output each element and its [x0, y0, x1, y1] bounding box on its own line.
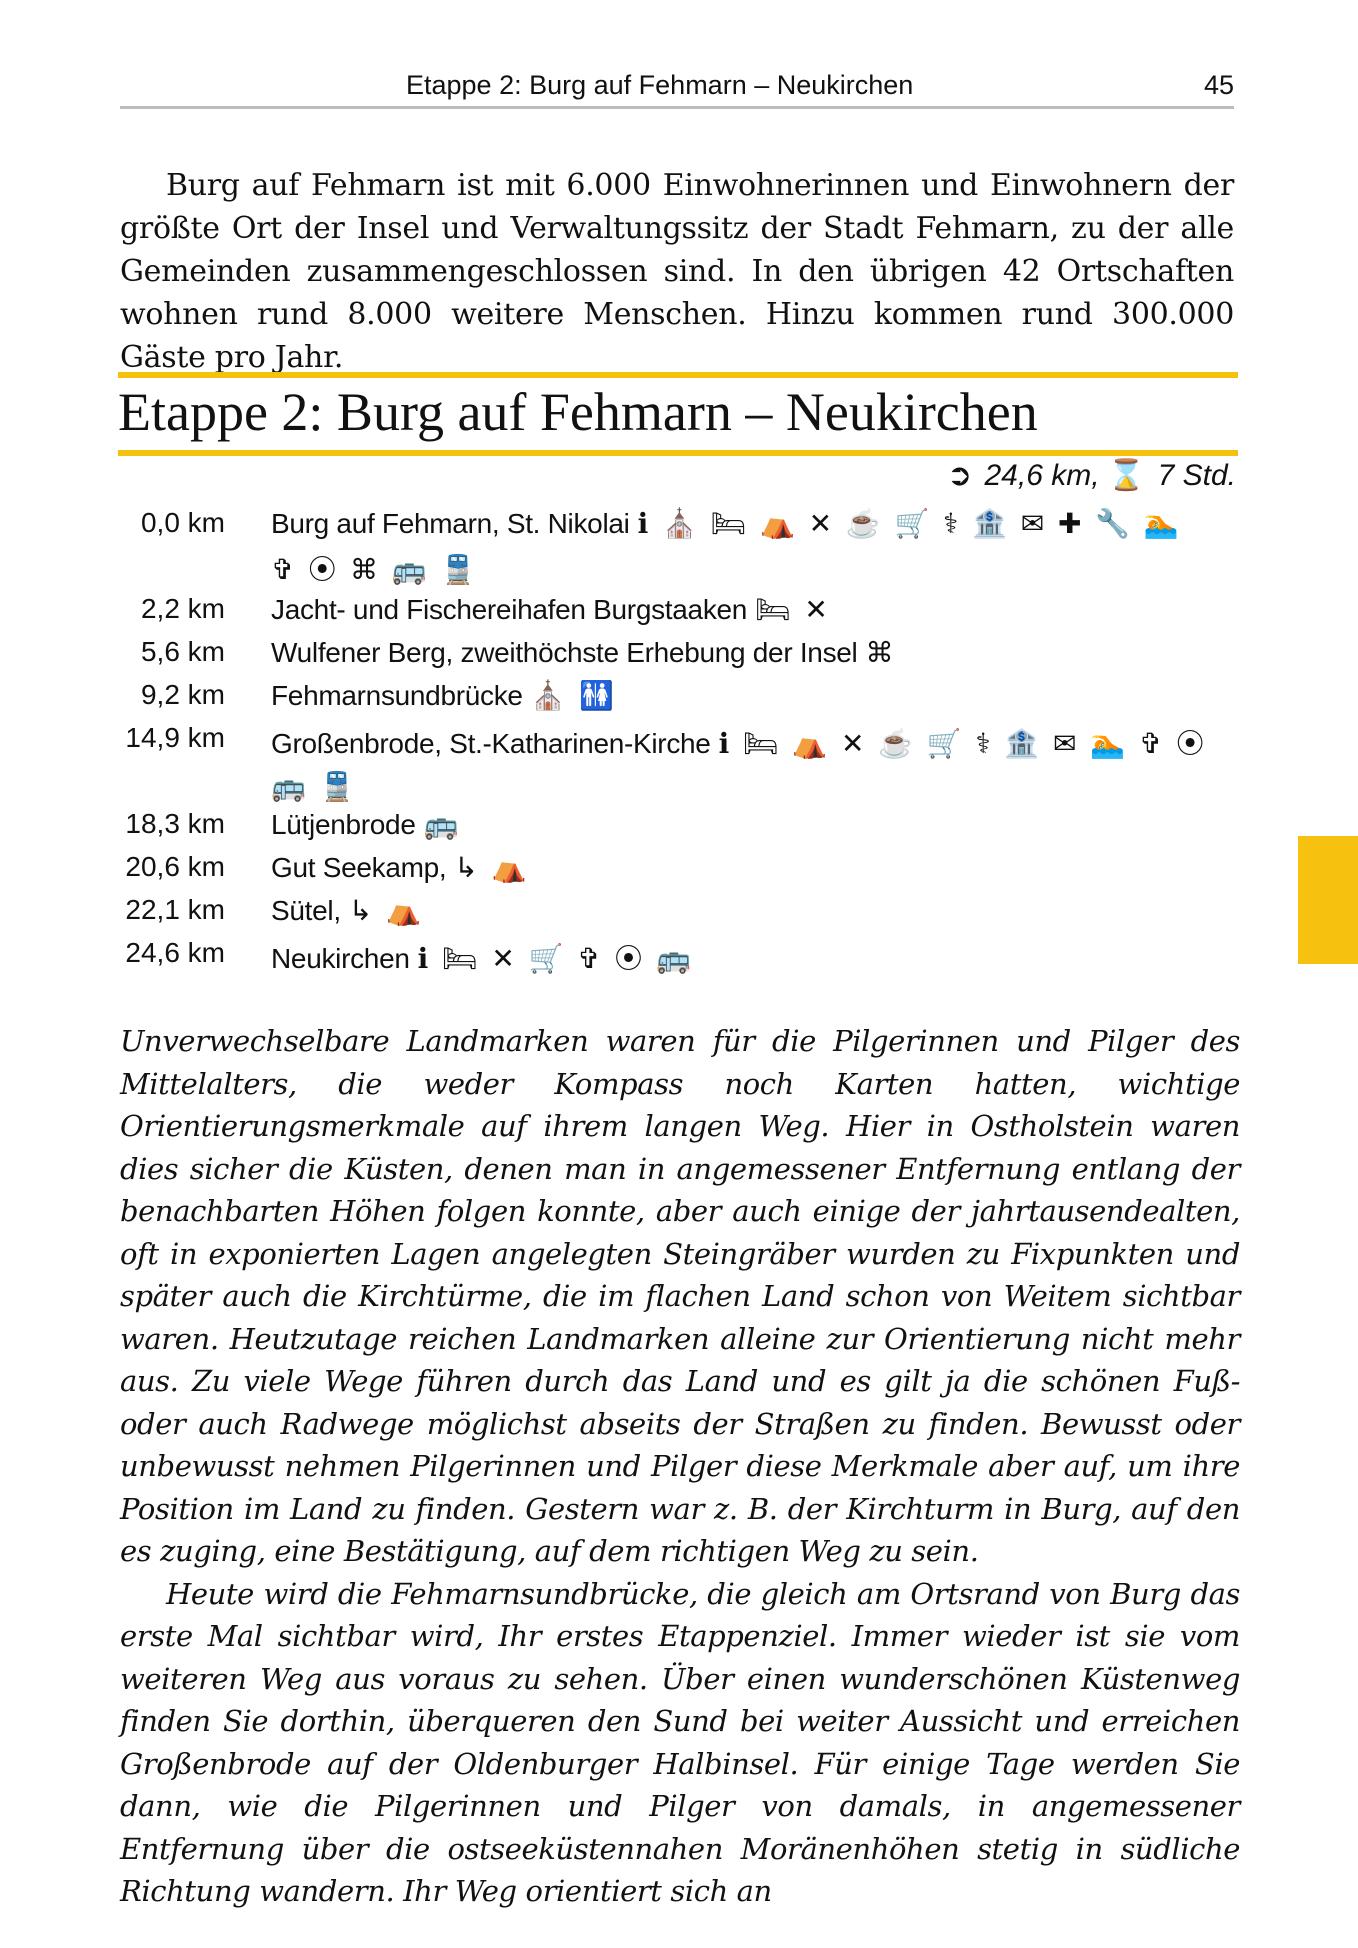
running-header [120, 66, 1234, 109]
waypoint-km: 0,0 km [140, 507, 225, 538]
running-title: Etappe 2: Burg auf Fehmarn – Neukirchen [406, 70, 914, 100]
waypoint-row [110, 934, 1240, 977]
facility-icons: ℹ ⛪ 🛏 ⛺ ✕ ☕ 🛒 ⚕ 🏦 ✉ ✚ 🔧 🏊 [637, 508, 1182, 539]
stage-summary [947, 458, 1236, 493]
waypoint-place: Wulfener Berg, zweithöchste Erhebung der Insel [271, 637, 858, 668]
waypoint-row [110, 504, 1240, 590]
facility-icons: ℹ 🛏 ⛺ ✕ ☕ 🛒 ⚕ 🏦 ✉ 🏊 ✞ ⦿ [718, 728, 1208, 759]
waypoint-km: 5,6 km [140, 636, 225, 667]
body-paragraph-1: Unverwechselbare Landmarken waren für die Pilgerinnen und Pilger des Mittelalters, die weder Kompass noch Karten hatten, wichtige Orientierungsmerkmale auf ihrem langen Weg. Hier in Ostholstein waren dies sicher die Küsten, denen man in angemessener Entfernung entlang der benachbarten Höhen folgen konnte, aber auch einige der jahrtausendealten, oft in exponierten Lagen angelegten Steingräber wurden zu Fixpunkten und später auch die Kirchtürme, die im flachen Land schon von Weitem sichtbar waren. Heutzutage reichen Landmarken alleine zur Orientierung nicht mehr aus. Zu viele Wege führen durch das Land und es gilt ja die schönen Fuß- oder auch Radwege möglichst abseits der Straßen zu finden. Bewusst oder unbewusst nehmen Pilgerinnen und Pilger diese Merkmale aber auf, um ihre Position im Land zu finden. Gestern war z. B. der Kirchturm in Burg, auf den es zuging, eine Bestätigung, auf dem richtigen Weg zu sein. [120, 1024, 1240, 1568]
chapter-thumb-tab [1298, 836, 1358, 964]
waypoint-km: 24,6 km [125, 937, 225, 968]
waypoint-km: 22,1 km [125, 894, 225, 925]
waypoint-row [110, 590, 1240, 633]
facility-icons: ℹ 🛏 ✕ 🛒 ✞ ⦿ 🚌 [417, 943, 695, 974]
facility-icons: ↳ ⛺ [348, 895, 424, 926]
facility-icons: 🚌 [423, 809, 462, 840]
waypoint-km: 18,3 km [125, 808, 225, 839]
waypoint-km: 9,2 km [140, 679, 225, 710]
facility-icons: 🛏 ✕ [755, 594, 831, 625]
waypoint-table [110, 504, 1240, 977]
waypoint-row [110, 719, 1240, 805]
facility-icons: ⌘ [865, 637, 897, 668]
waypoint-place: Burg auf Fehmarn, St. Nikolai [271, 508, 630, 539]
stage-title-bar [118, 372, 1238, 456]
waypoint-place: Jacht- und Fischereihafen Burgstaaken [271, 594, 748, 625]
waypoint-km: 14,9 km [125, 722, 225, 753]
stage-title: Etappe 2: Burg auf Fehmarn – Neukirchen [118, 382, 1038, 442]
page-number: 45 [1203, 70, 1234, 100]
waypoint-place: Neukirchen [271, 943, 410, 974]
hourglass-icon: ⌛ [1107, 459, 1146, 492]
waypoint-place: Lütjenbrode [271, 809, 416, 840]
body-text [120, 1020, 1240, 1913]
intro-paragraph: Burg auf Fehmarn ist mit 6.000 Einwohnerinnen und Einwohnern der größte Ort der Insel und Verwaltungssitz der Stadt Fehmarn, zu der alle Gemeinden zusammengeschlossen sind. In den übrigen 42 Ortschaften wohnen rund 8.000 weitere Menschen. Hinzu kommen rund 300.000 Gäste pro Jahr. [120, 168, 1234, 375]
facility-icons-line2: ✞ ⦿ ⌘ 🚌 🚆 [271, 554, 479, 585]
waypoint-row [110, 848, 1240, 891]
stage-duration: 7 Std. [1157, 459, 1236, 492]
waypoint-row [110, 805, 1240, 848]
distance-arrow-icon: ➲ [947, 459, 973, 492]
waypoint-place: Sütel, [271, 895, 341, 926]
waypoint-place: Gut Seekamp, [271, 852, 447, 883]
waypoint-km: 20,6 km [125, 851, 225, 882]
facility-icons: ⛪ 🚻 [530, 680, 618, 711]
body-paragraph-2: Heute wird die Fehmarnsundbrücke, die gleich am Ortsrand von Burg das erste Mal sichtbar wird, Ihr erstes Etappenziel. Immer wieder ist sie vom weiteren Weg aus voraus zu sehen. Über einen wunderschönen Küstenweg finden Sie dorthin, überqueren den Sund bei weiter Aussicht und erreichen Großenbrode auf der Oldenburger Halbinsel. Für einige Tage werden Sie dann, wie die Pilgerinnen und Pilger von damals, in angemessener Entfernung über die ostseeküstennahen Moränenhöhen stetig in südliche Richtung wandern. Ihr Weg orientiert sich an [120, 1576, 1240, 1908]
waypoint-row [110, 891, 1240, 934]
facility-icons: ↳ ⛺ [454, 852, 530, 883]
waypoint-row [110, 633, 1240, 676]
facility-icons-line2: 🚌 🚆 [271, 771, 358, 802]
waypoint-row [110, 676, 1240, 719]
waypoint-km: 2,2 km [140, 593, 225, 624]
waypoint-place: Großenbrode, St.-Katharinen-Kirche [271, 728, 711, 759]
stage-distance: 24,6 km, [984, 459, 1100, 492]
waypoint-place: Fehmarnsundbrücke [271, 680, 523, 711]
